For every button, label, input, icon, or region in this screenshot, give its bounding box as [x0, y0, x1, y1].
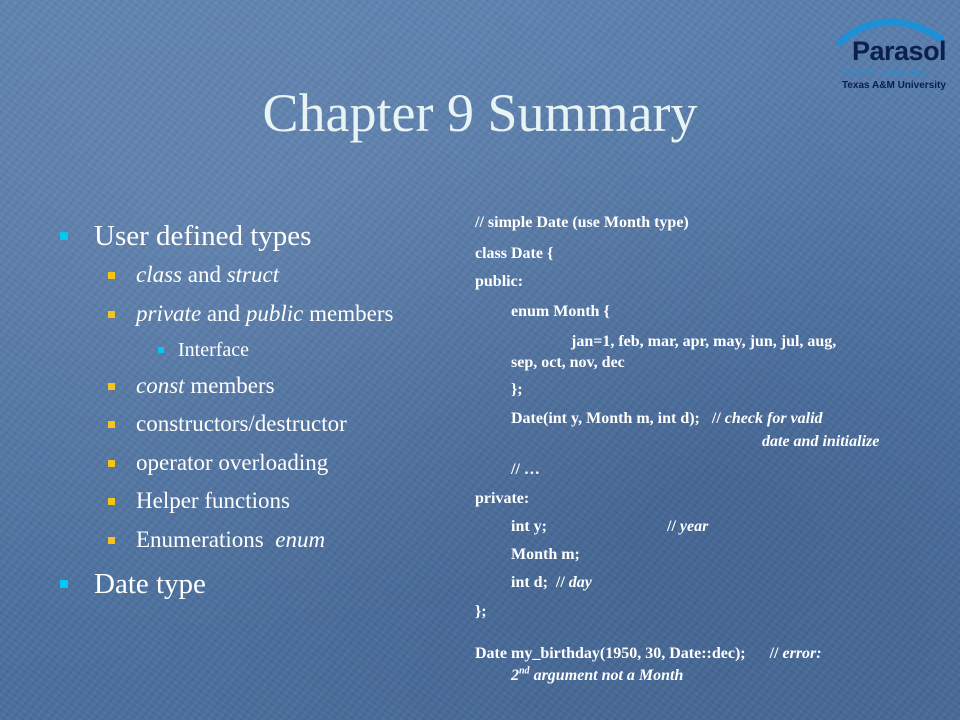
- bullet-text: enum: [275, 527, 326, 552]
- code-member-y-comment-text: year: [675, 518, 709, 535]
- logo-wordmark: Parasol: [852, 36, 947, 66]
- code-ctor-comment-1: check for valid: [720, 410, 823, 427]
- code-example-line: [475, 645, 822, 663]
- bullet-text: Enumerations: [136, 527, 276, 552]
- code-example-comment-2a: 2: [511, 667, 519, 684]
- bullet-text: Interface: [178, 339, 250, 361]
- code-example-comment-2: [511, 667, 683, 685]
- code-enum-close: };: [511, 381, 523, 398]
- code-member-y-comment-prefix: //: [667, 518, 676, 535]
- slide-title: Chapter 9 Summary: [262, 83, 698, 143]
- bullet-text: operator overloading: [136, 450, 329, 475]
- logo-tagline: Smarter computing.: [842, 68, 930, 79]
- bullet-text: constructors/destructor: [136, 411, 347, 436]
- code-member-d-line: [511, 574, 592, 592]
- bullet-item: [136, 450, 328, 476]
- logo-institution: Texas A&M University: [842, 80, 946, 91]
- bullet-square-icon: [108, 421, 115, 428]
- bullet-square-icon: [60, 232, 68, 240]
- code-class-close: };: [475, 603, 487, 620]
- bullet-square-icon: [108, 311, 115, 318]
- bullet-text: and: [201, 301, 246, 326]
- bullet-text: private: [136, 301, 202, 326]
- bullet-item: [94, 220, 311, 253]
- bullet-text: class: [136, 262, 182, 287]
- code-member-d-comment: day: [564, 574, 592, 591]
- bullet-square-icon: [108, 272, 115, 279]
- bullet-square-icon: [108, 460, 115, 467]
- bullet-item: [94, 568, 206, 601]
- code-ctor-comment-prefix: //: [711, 410, 721, 427]
- code-private-label: private:: [475, 490, 530, 507]
- code-ellipsis: // …: [511, 461, 540, 478]
- code-member-y: int y;: [511, 518, 547, 535]
- bullet-text: public: [245, 301, 304, 326]
- code-example-comment-2b: argument not a: [529, 667, 639, 684]
- code-ctor-comment-2: date and initialize: [762, 433, 880, 450]
- bullet-item: [136, 373, 275, 399]
- code-member-d-comment-prefix: //: [555, 574, 565, 591]
- code-enum-values-2: sep, oct, nov, dec: [511, 354, 625, 371]
- bullet-text: struct: [226, 262, 280, 287]
- bullet-text: User defined types: [94, 220, 312, 252]
- bullet-text: members: [303, 301, 394, 326]
- code-ctor-line: [511, 410, 823, 428]
- code-public-label: public:: [475, 273, 524, 290]
- bullet-square-icon: [108, 537, 115, 544]
- code-comment-header: // simple Date (use Month type): [475, 214, 689, 231]
- code-enum-open: enum Month {: [511, 303, 610, 320]
- code-example-comment-1: error:: [778, 645, 822, 662]
- bullet-square-icon: [108, 498, 115, 505]
- bullet-text: members: [184, 373, 275, 398]
- bullet-item: [136, 411, 347, 437]
- parasol-logo: [832, 12, 952, 92]
- bullet-item: [136, 527, 325, 553]
- code-class-decl: class Date {: [475, 245, 554, 262]
- bullet-text: and: [182, 262, 227, 287]
- bullet-text: const: [136, 373, 185, 398]
- bullet-square-icon: [60, 580, 68, 588]
- bullet-square-icon: [108, 383, 115, 390]
- bullet-item: [178, 339, 249, 362]
- code-member-y-comment: [667, 518, 708, 536]
- bullet-text: Date type: [94, 568, 206, 600]
- code-example: Date my_birthday(1950, 30, Date::dec);: [475, 645, 746, 662]
- bullet-item: [136, 488, 290, 514]
- code-enum-values-1: jan=1, feb, mar, apr, may, jun, jul, aug,: [571, 333, 837, 350]
- code-ctor: Date(int y, Month m, int d);: [511, 410, 700, 427]
- code-member-m: Month m;: [511, 546, 580, 563]
- bullet-text: Helper functions: [136, 488, 290, 513]
- code-member-d: int d;: [511, 574, 548, 591]
- bullet-item: [136, 262, 279, 288]
- code-example-comment-2c: Month: [638, 667, 684, 684]
- bullet-square-icon: [158, 347, 164, 353]
- bullet-item: [136, 301, 393, 327]
- code-example-comment-prefix: //: [769, 645, 779, 662]
- code-example-comment-2sup: nd: [519, 665, 530, 677]
